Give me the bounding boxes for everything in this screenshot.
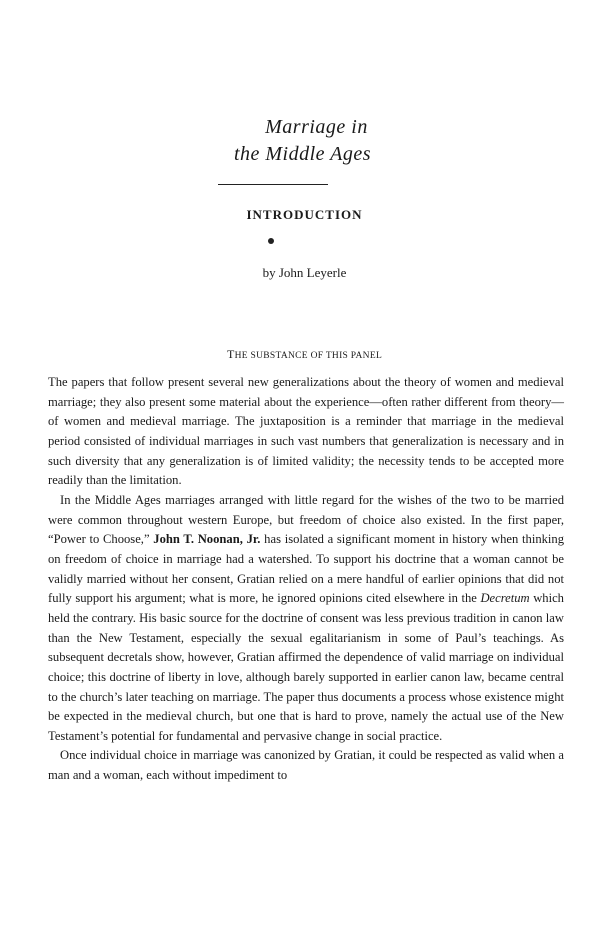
subsection-heading bbox=[0, 347, 609, 362]
section-heading: INTRODUCTION bbox=[246, 207, 363, 222]
body-text bbox=[48, 373, 564, 786]
paragraph-2-part-b: has isolated a significant moment in history when thinking on freedom of choice in marriage had a watershed. To support his doctrine that a woman cannot be validly married without her consent, Gratian relied on a mere handful of earlier opinions that did not fully support his argument; what is more, he ignored opinions cited elsewhere in the bbox=[48, 532, 565, 606]
author-byline: by John Leyerle bbox=[262, 265, 347, 280]
paragraph-2 bbox=[48, 491, 564, 747]
paragraph-1: The papers that follow present several new generalizations about the theory of women and medieval marriage; they also present some material about the experience—often rather different from theory—of women and medieval marriage. The juxtaposition is a reminder that marriage in the medieval period consisted of individual marriages in such vast numbers that generalization is necessary and in such diversity that any generalization is of limited validity; the necessity tends to be accepted more readily than the limitation. bbox=[48, 375, 564, 488]
paragraph-3: Once individual choice in marriage was canonized by Gratian, it could be respected as valid when a man and a woman, each without impediment to bbox=[48, 748, 564, 783]
subsection-heading-rest: HE SUBSTANCE OF THIS PANEL bbox=[234, 351, 383, 361]
work-title-decretum: Decretum bbox=[480, 591, 530, 606]
title-line-2: the Middle Ages bbox=[233, 143, 372, 165]
title-divider bbox=[218, 184, 328, 185]
bullet-ornament bbox=[268, 238, 274, 244]
title-line-1: Marriage in bbox=[265, 116, 368, 138]
subsection-heading-initial: T bbox=[226, 347, 235, 361]
paragraph-2-part-c: which held the contrary. His basic source for the doctrine of consent was less previous tradition in canon law than the New Testament, especially the sexual egalitarianism in some of Paul’s teachings. As subsequent decretals show, however, Gratian affirmed the dependence of valid marriage on individual choice; this doctrine of liberty in love, although barely supported in earlier canon law, became central to the church’s later teaching on marriage. The paper thus documents a process whose existence might be expected in the medieval church, but one that is hard to prove, namely the actual use of the New Testament’s potential for fundamental and pervasive change in social practice. bbox=[48, 591, 564, 743]
paragraph-2-part-a: In the Middle Ages marriages arranged with little regard for the wishes of the two to be married were common throughout western Europe, but freedom of choice also existed. In the first paper, “Power to Choose,” bbox=[48, 492, 564, 547]
author-name-noonan: John T. Noonan, Jr. bbox=[153, 532, 261, 547]
